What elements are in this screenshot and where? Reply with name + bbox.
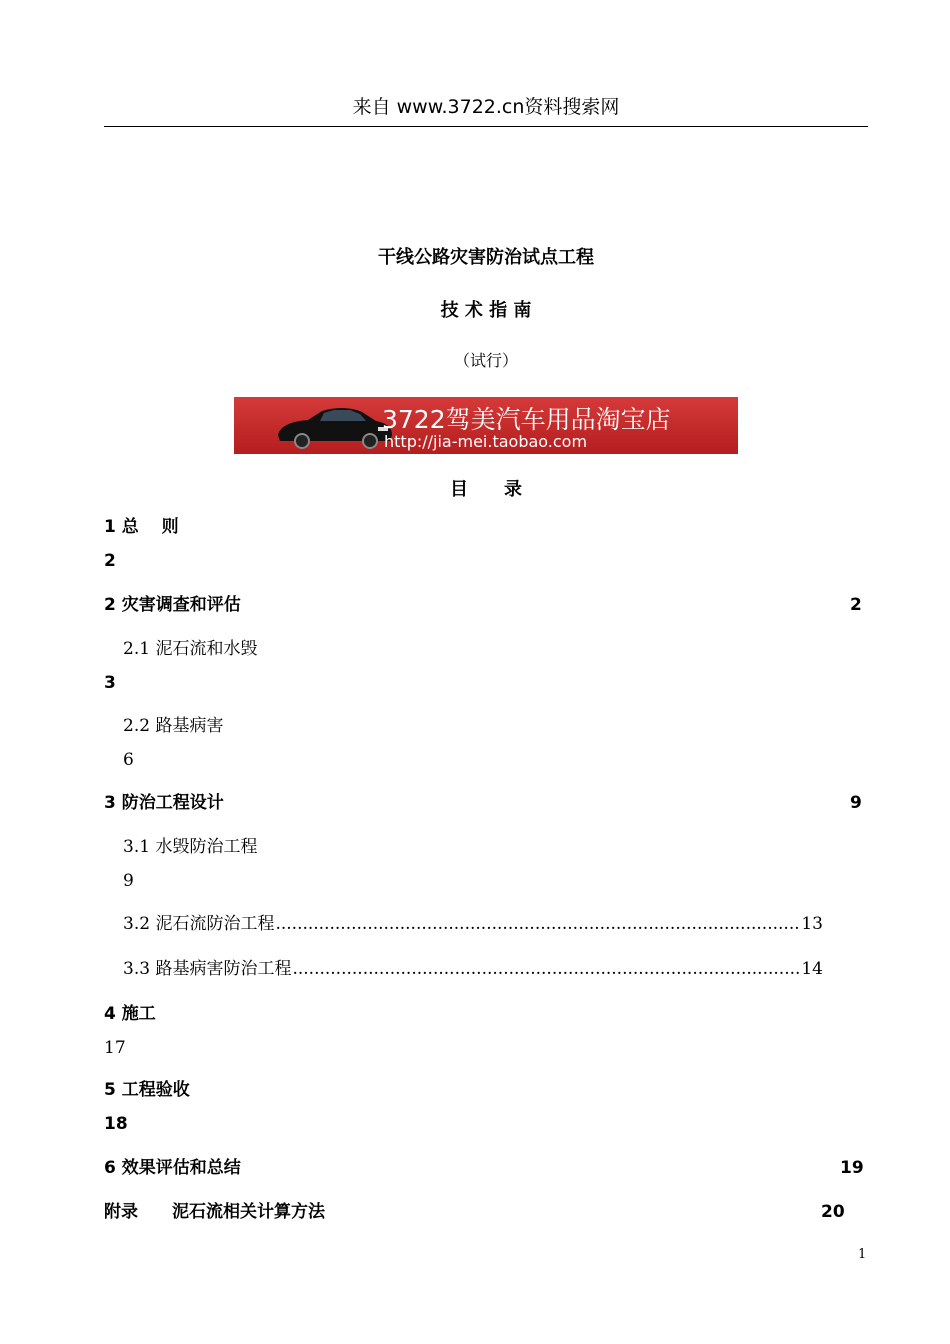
trial-note: （试行） (453, 351, 518, 370)
toc-item-page: 14 (801, 959, 823, 979)
toc-item-label[interactable]: 2 灾害调查和评估 (104, 595, 241, 615)
toc-item-label[interactable]: 3 防治工程设计 (104, 793, 224, 813)
toc-entry-dotted[interactable] (123, 958, 823, 980)
toc-item-label[interactable]: 附录 泥石流相关计算方法 (104, 1202, 325, 1222)
page-number: 1 (858, 1247, 867, 1262)
toc-heading: 目 录 (450, 479, 522, 500)
toc-item-label[interactable]: 6 效果评估和总结 (104, 1158, 241, 1178)
toc-item-page: 2 (104, 551, 116, 571)
toc-item-label: 3.3 路基病害防治工程 (123, 959, 292, 979)
toc-item-label[interactable]: 4 施工 (104, 1004, 156, 1024)
toc-item-page: 2 (850, 595, 862, 615)
toc-item-page: 19 (840, 1158, 864, 1178)
document-subtitle: 技 术 指 南 (440, 300, 532, 321)
toc-item-page: 6 (123, 750, 134, 770)
toc-item-label[interactable]: 3.1 水毁防治工程 (123, 837, 258, 857)
toc-item-page: 17 (104, 1038, 126, 1058)
toc-item-page: 9 (850, 793, 862, 813)
banner-url[interactable]: http://jia-mei.taobao.com (384, 432, 588, 451)
toc-item-page: 20 (821, 1202, 845, 1222)
toc-item-label[interactable]: 1 总 则 (104, 517, 179, 537)
document-title: 干线公路灾害防治试点工程 (378, 247, 594, 268)
toc-item-page: 13 (801, 914, 823, 934)
toc-item-page: 18 (104, 1114, 128, 1134)
toc-entry-dotted[interactable] (123, 913, 823, 935)
ad-banner[interactable] (234, 397, 738, 454)
car-icon (274, 403, 394, 449)
toc-item-label[interactable]: 2.1 泥石流和水毁 (123, 639, 258, 659)
toc-item-label[interactable]: 2.2 路基病害 (123, 716, 224, 736)
banner-title: 3722驾美汽车用品淘宝店 (382, 405, 671, 434)
toc-item-label: 3.2 泥石流防治工程 (123, 914, 275, 934)
toc-item-label[interactable]: 5 工程验收 (104, 1080, 190, 1100)
dot-leader (292, 958, 800, 980)
dot-leader (275, 913, 800, 935)
page-header: 来自 www.3722.cn资料搜索网 (352, 96, 620, 118)
toc-item-page: 9 (123, 871, 134, 891)
toc-item-page: 3 (104, 673, 116, 693)
header-rule (104, 126, 868, 127)
